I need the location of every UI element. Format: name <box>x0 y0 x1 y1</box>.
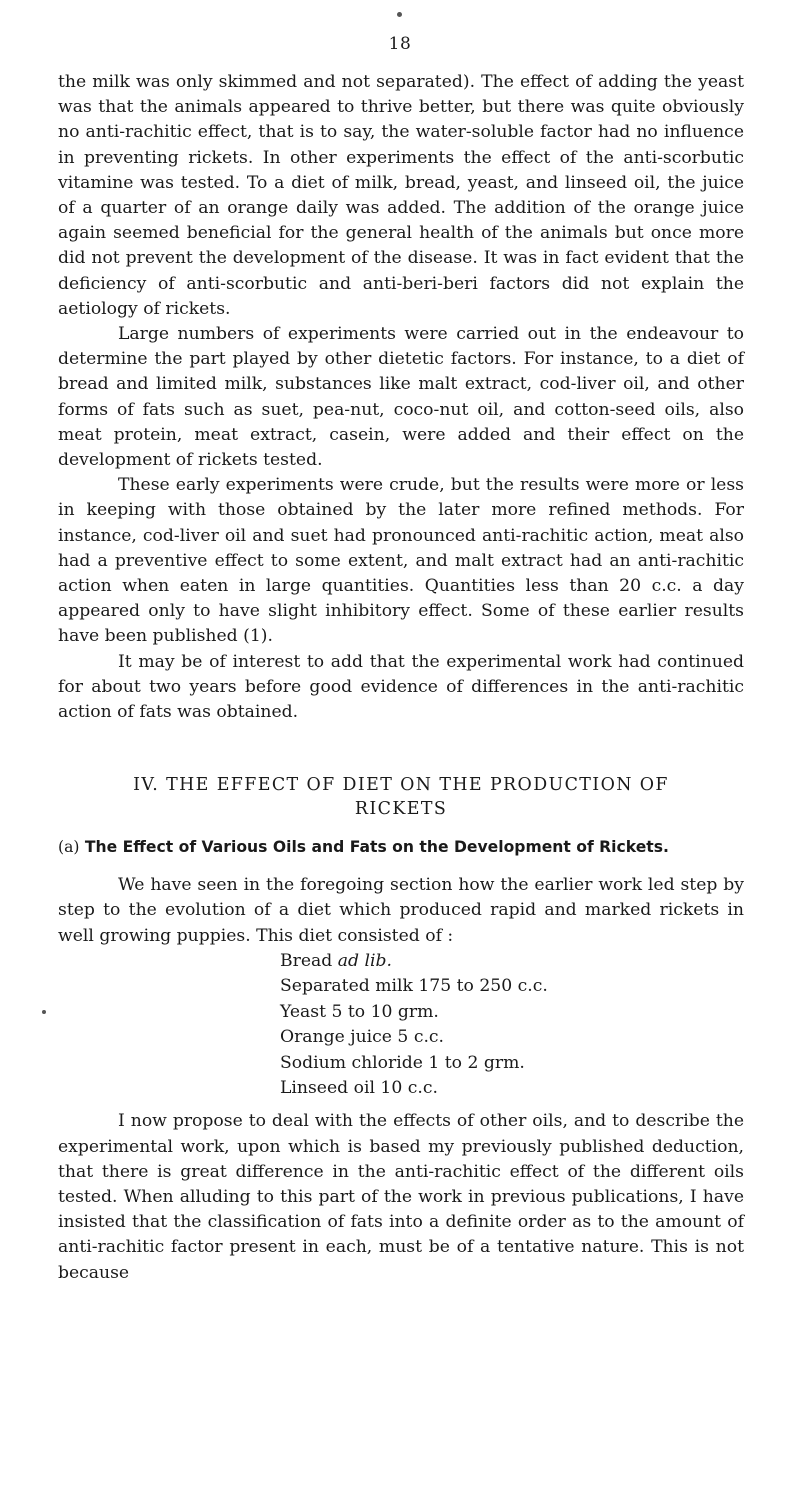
paragraph: It may be of interest to add that the experimental work had continued for about two years before good evidence of differences in the anti-rachitic action of fats was obtained. <box>58 651 744 723</box>
paragraph: We have seen in the foregoing section how the earlier work led step by step to the evolution of a diet which produced rapid and marked rickets in well growing puppies. This diet consisted of : <box>58 875 744 946</box>
paragraph: I now propose to deal with the effects of other oils, and to describe the experimental work, upon which is based my previously published deduction, that there is great difference in the anti-rachitic effect of the different oils tested. When alluding to this part of the work in previous publications, I have insisted that the classification of fats into a definite order as to the amount of anti-rachitic factor present in each, must be of a tentative nature. This is not because <box>58 1111 744 1283</box>
section-heading-line: IV. THE EFFECT OF DIET ON THE PRODUCTION OF <box>133 775 669 796</box>
diet-item-sodium: Sodium chloride 1 to 2 grm. <box>280 1052 525 1073</box>
section-heading <box>58 773 744 821</box>
sub-heading-label: (a) <box>58 838 80 857</box>
sub-heading-text: The Effect of Various Oils and Fats on the Development of Rickets. <box>84 838 669 857</box>
section-heading-line: RICKETS <box>354 799 448 820</box>
paragraph: the milk was only skimmed and not separated). The effect of adding the yeast was that the animals appeared to thrive better, but there was quite obviously no anti-rachitic effect, that is to say, the water-soluble factor had no influence in preventing rickets. In other experiments the effect of the anti-scorbutic vitamine was tested. To a diet of milk, bread, yeast, and linseed oil, the juice of a quarter of an orange daily was added. The addition of the orange juice again seemed beneficial for the general health of the animals but once more did not prevent the development of the disease. It was in fact evident that the deficiency of anti-scorbutic and anti-beri-beri factors did not explain the aetiology of rickets. <box>58 72 744 319</box>
diet-item-bread: Bread ad lib. <box>280 950 392 971</box>
body-text <box>58 70 744 1286</box>
diet-item-yeast: Yeast 5 to 10 grm. <box>280 1001 439 1022</box>
diet-item-milk: Separated milk 175 to 250 c.c. <box>280 976 548 997</box>
scan-speck-top <box>397 12 402 17</box>
diet-item-note: ad lib. <box>337 950 392 971</box>
scan-speck-left <box>42 1010 46 1014</box>
paragraph: Large numbers of experiments were carried out in the endeavour to determine the part played by other dietetic factors. For instance, to a diet of bread and limited milk, substances like malt extract, cod-liver oil, and other forms of fats such as suet, pea-nut, coco-nut oil, and cotton-seed oils, also meat protein, meat extract, casein, were added and their effect on the development of rickets tested. <box>58 324 744 471</box>
diet-item-orange: Orange juice 5 c.c. <box>280 1027 444 1048</box>
diet-item-linseed: Linseed oil 10 c.c. <box>280 1077 438 1098</box>
paragraph: These early experiments were crude, but the results were more or less in keeping with those obtained by the later more refined methods. For instance, cod-liver oil and suet had pronounced anti-rachitic action, meat also had a preventive effect to some extent, and malt extract had an anti-rachitic action when eaten in large quantities. Quantities less than 20 c.c. a day appeared only to have slight inhibitory effect. Some of these earlier results have been published (1). <box>58 475 744 647</box>
diet-list <box>58 949 744 1101</box>
page-number: 18 <box>388 34 412 54</box>
sub-heading <box>58 835 744 859</box>
